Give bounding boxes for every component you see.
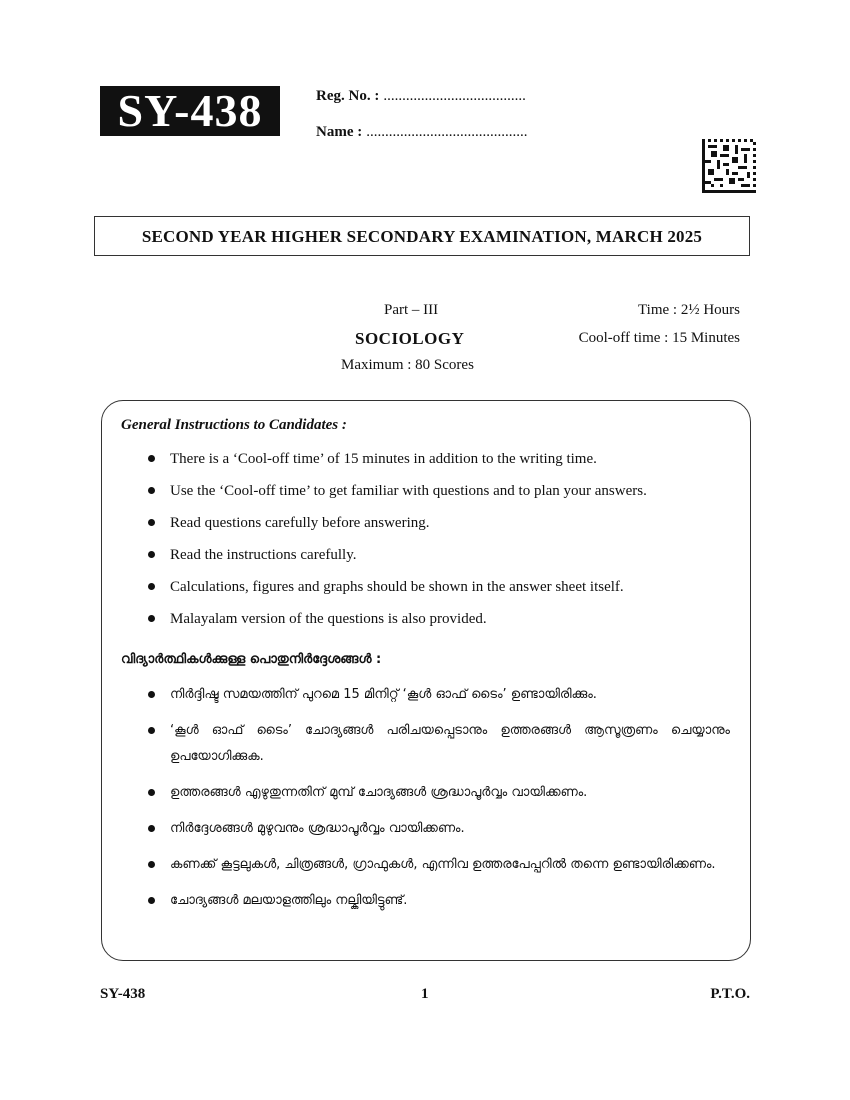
footer-code: SY-438 [100, 986, 146, 1002]
exam-title: SECOND YEAR HIGHER SECONDARY EXAMINATION, MARCH 2025 [94, 216, 750, 256]
subject-title: SOCIOLOGY [355, 329, 465, 348]
instructions-heading-en: General Instructions to Candidates : [121, 417, 347, 433]
instructions-list-ml [148, 682, 730, 914]
pto-label: P.T.O. [710, 986, 750, 1002]
page-number: 1 [421, 986, 429, 1002]
cool-off-label: Cool-off time : 15 Minutes [578, 330, 740, 346]
list-item: നിർദ്ദിഷ്ട സമയത്തിന് പുറമെ 15 മിനിറ്റ് ‘കൂൾ ഓഫ് ടൈം’ ഉണ്ടായിരിക്കും. [148, 682, 730, 708]
part-label: Part – III [384, 302, 439, 318]
list-item: Use the ‘Cool-off time’ to get familiar with questions and to plan your answers. [148, 480, 730, 512]
datamatrix-code [702, 139, 756, 193]
list-item: ചോദ്യങ്ങൾ മലയാളത്തിലും നല്കിയിട്ടുണ്ട്. [148, 888, 730, 914]
list-item: നിർദ്ദേശങ്ങൾ മുഴുവനും ശ്രദ്ധാപൂർവ്വം വായിക്കണം. [148, 816, 730, 842]
instructions-list-en [148, 448, 730, 640]
instructions-heading-ml: വിദ്യാർത്ഥികൾക്കുള്ള പൊതുനിർദ്ദേശങ്ങൾ : [121, 652, 382, 667]
list-item: Malayalam version of the questions is also provided. [148, 608, 730, 640]
maximum-scores: Maximum : 80 Scores [341, 357, 474, 373]
reg-no-dots: ...................................... [383, 88, 526, 104]
list-item: Calculations, figures and graphs should be shown in the answer sheet itself. [148, 576, 730, 608]
list-item: Read the instructions carefully. [148, 544, 730, 576]
list-item: ഉത്തരങ്ങൾ എഴുതുന്നതിന് മുമ്പ് ചോദ്യങ്ങൾ ശ്രദ്ധാപൂർവ്വം വായിക്കണം. [148, 780, 730, 806]
paper-code-badge: SY-438 [100, 86, 280, 136]
reg-no-label: Reg. No. : [316, 88, 380, 104]
name-dots: ........................................... [366, 124, 528, 140]
list-item: ‘കൂൾ ഓഫ് ടൈം’ ചോദ്യങ്ങൾ പരിചയപ്പെടാനും ഉത്തരങ്ങൾ ആസൂത്രണം ചെയ്യാനും ഉപയോഗിക്കുക. [148, 718, 730, 770]
list-item: Read questions carefully before answering. [148, 512, 730, 544]
time-label: Time : 2½ Hours [638, 302, 740, 318]
reg-no-line [316, 88, 526, 105]
list-item: There is a ‘Cool-off time’ of 15 minutes in addition to the writing time. [148, 448, 730, 480]
name-line [316, 124, 527, 141]
name-label: Name : [316, 124, 363, 140]
list-item: കണക്ക് കൂട്ടലുകൾ, ചിത്രങ്ങൾ, ഗ്രാഫുകൾ, എന്നിവ ഉത്തരപേപ്പറിൽ തന്നെ ഉണ്ടായിരിക്കണം. [148, 852, 730, 878]
